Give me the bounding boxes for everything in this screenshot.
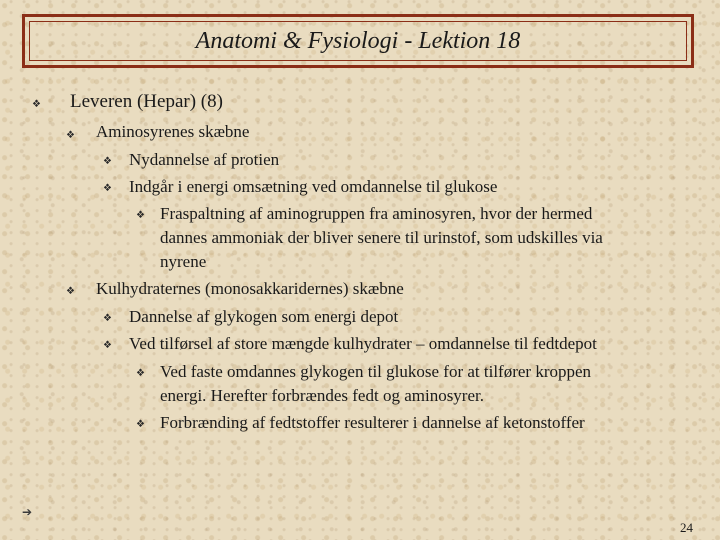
bullet-icon: ❖ (136, 210, 145, 221)
sub-item: Forbrænding af fedtstoffer resulterer i dannelse af ketonstoffer (160, 413, 585, 432)
title-box (22, 14, 694, 68)
bullet-icon: ❖ (32, 99, 41, 110)
section-title: Kulhydraternes (monosakkaridernes) skæbne (96, 279, 404, 298)
sub-item-line: Fraspaltning af aminogruppen fra aminosyren, hvor der hermed (160, 204, 593, 223)
list-item: Indgår i energi omsætning ved omdannelse til glukose (129, 177, 498, 196)
list-item: Nydannelse af protien (129, 150, 280, 169)
bullet-icon: ❖ (136, 419, 145, 430)
bullet-icon: ❖ (103, 340, 112, 351)
sub-item-line: dannes ammoniak der bliver senere til urinstof, som udskilles via (160, 228, 603, 247)
sub-item-line: nyrene (160, 252, 207, 271)
bullet-icon: ❖ (103, 313, 112, 324)
list-item: Dannelse af glykogen som energi depot (129, 307, 399, 326)
bullet-icon: ❖ (66, 286, 75, 297)
slide-title: Anatomi & Fysiologi - Lektion 18 (195, 27, 521, 54)
bullet-icon: ❖ (66, 130, 75, 141)
sub-item-line: Ved faste omdannes glykogen til glukose for at tilfører kroppen (160, 362, 592, 381)
page-number: 24 (680, 520, 693, 535)
sub-item-line: energi. Herefter forbrændes fedt og aminosyrer. (160, 386, 484, 405)
arrow-right-icon[interactable]: ➔ (22, 505, 33, 519)
bullet-icon: ❖ (136, 368, 145, 379)
bullet-icon: ❖ (103, 156, 112, 167)
section-title: Aminosyrenes skæbne (96, 122, 250, 141)
list-item: Ved tilførsel af store mængde kulhydrater – omdannelse til fedtdepot (129, 334, 597, 353)
heading: Leveren (Hepar) (8) (70, 91, 223, 112)
bullet-icon: ❖ (103, 183, 112, 194)
